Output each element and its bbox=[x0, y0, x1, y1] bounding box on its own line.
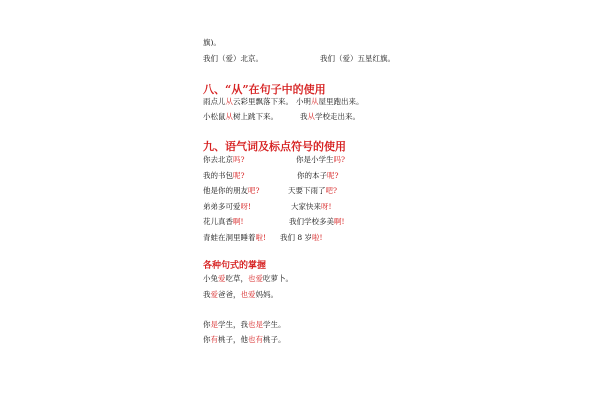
sentence-right: 我们学校多美啊! bbox=[289, 217, 345, 226]
sentence: 小兔爱吃草，也爱吃萝卜。 bbox=[203, 274, 293, 283]
sentence: 你是学生，我也是学生。 bbox=[203, 320, 286, 329]
sentence: 你有桃子，他也有桃子。 bbox=[203, 335, 286, 344]
sentence-right: 你是小学生吗? bbox=[296, 155, 346, 164]
sentence-left: 弟弟多可爱呀! bbox=[203, 202, 252, 211]
sentence-left: 青蛙在洞里睡着啦! bbox=[203, 233, 267, 242]
sentence-left: 花儿真香啊! bbox=[203, 217, 244, 226]
section-heading-8: 八、“从”在句子中的使用 bbox=[203, 83, 326, 96]
sentence-left: 小松鼠从树上跳下来。 bbox=[203, 112, 278, 121]
section-heading-sentence-patterns: 各种句式的掌握 bbox=[203, 261, 267, 271]
sentence: 我爱爸爸，也爱妈妈。 bbox=[203, 290, 278, 299]
sentence-left: 雨点儿从云彩里飘落下来。 bbox=[203, 97, 293, 106]
sentence-right: 大家快来呀! bbox=[291, 202, 332, 211]
sentence-left: 他是你的朋友吧? bbox=[203, 186, 260, 195]
sentence-left: 我们（爱）北京。 bbox=[203, 54, 263, 63]
sentence-right: 天要下雨了吧? bbox=[288, 186, 338, 195]
sentence-left: 我的书包呢? bbox=[203, 171, 245, 180]
sentence-right: 你的本子呢? bbox=[297, 171, 339, 180]
text-line: 旗)。 bbox=[203, 38, 221, 47]
sentence-left: 你去北京吗? bbox=[203, 155, 245, 164]
sentence-right: 我从学校走出来。 bbox=[300, 112, 360, 121]
sentence-right: 我们 8 岁啦! bbox=[280, 233, 323, 242]
sentence-right: 小明从屋里跑出来。 bbox=[296, 97, 364, 106]
sentence-right: 我们（爱）五星红旗。 bbox=[320, 54, 395, 63]
section-heading-9: 九、语气词及标点符号的使用 bbox=[203, 140, 346, 153]
